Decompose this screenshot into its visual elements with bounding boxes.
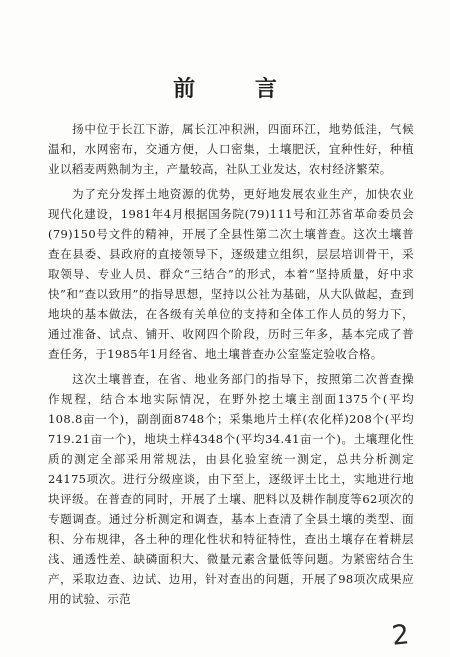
paragraph-intro: 扬中位于长江下游，属长江冲积洲，四面环江，地势低洼，气候温和，水网密布，交通方便，人口密集，土壤肥沃，宜种性好，种植业以稻麦两熟制为主，产量较高，社队工业发达，农村经济繁荣。 xyxy=(48,122,414,176)
handwritten-page-number: 2 xyxy=(390,619,411,652)
paragraph-background: 为了充分发挥土地资源的优势，更好地发展农业生产，加快农业现代化建设，1981年4月根据国务院(79)111号和江苏省革命委员会(79)150号文件的精神，开展了全县性第二次土壤普查。这次土壤普查在县委、县政府的直接领导下，逐级建立组织，层层培训骨干，采取领导、专业人员、群众“三结合”的形式，本着“坚持质量，好中求快”和“查以致用”的指导思想，坚持以公社为基础，从大队做起，查到地块的基本做法，在各级有关单位的支持和全体工作人员的努力下，通过准备、试点、铺开、收网四个阶段，历时三年多，基本完成了普查任务，于1985年1月经省、地土壤普查办公室鉴定验收合格。 xyxy=(48,187,414,361)
paragraph-survey: 这次土壤普查，在省、地业务部门的指导下，按照第二次普查操作规程，结合本地实际情况，在野外挖土壤主剖面1375个(平均108.8亩一个)，副剖面8748个；采集地片土样(农化样)208个(平均719.21亩一个)，地块土样4348个(平均34.41亩一个)。土壤理化性质的测定全部采用常规法，由县化验室统一测定，总共分析测定24175项次。进行分级座谈，由下至上，逐级评土比土，实地进行地块评级。在普查的同时，开展了土壤、肥料以及耕作制度等62项次的专题调查。通过分析测定和调查，基本上查清了全县土壤的类型、面积、分布规律，各土种的理化性状和特征特性，查出土壤存在着耕层浅、通透性差、缺磷面积大、微量元素含量低等问题。为紧密结合生产，采取边查、边试、边用，针对查出的问题，开展了98项次成果应用的试验、示范 xyxy=(48,372,414,606)
body-text xyxy=(48,119,414,614)
page-title: 前 言 xyxy=(173,77,303,102)
